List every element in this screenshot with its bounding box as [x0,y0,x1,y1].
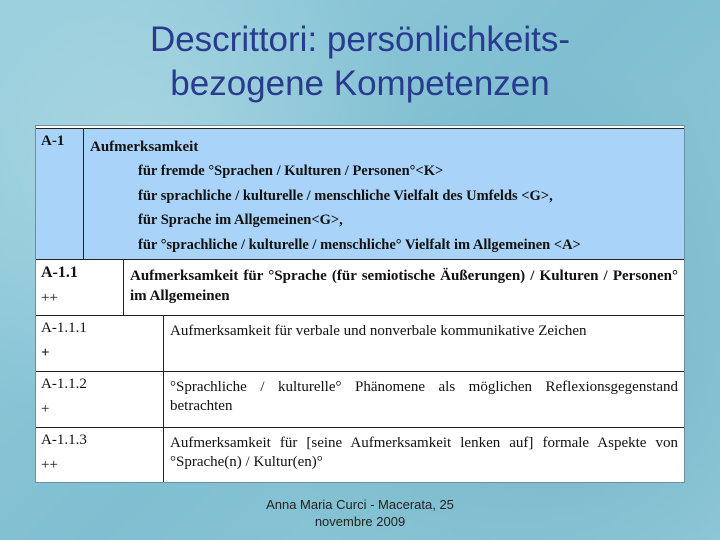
code-cell-a11 [36,260,124,315]
rating-a11: ++ [41,290,58,306]
rating-a112: + [41,401,50,417]
table-row-a113 [36,428,684,482]
code-cell-a112 [36,372,164,427]
slide-title [0,18,720,106]
a1-line-4: für °sprachliche / kulturelle / menschliche° Vielfalt im Allgemeinen <A> [138,236,581,253]
code-cell-a1 [36,129,84,259]
table-row-a1 [36,128,684,260]
code-a112: A-1.1.2 [41,376,87,392]
code-a11: A-1.1 [41,264,78,281]
slide-title-line-2: bezogene Kompetenzen [170,64,550,103]
code-a111: A-1.1.1 [41,320,87,336]
rating-a111: + [41,345,50,361]
a1-line-3: für Sprache im Allgemeinen<G>, [138,212,343,228]
footer-line-2: novembre 2009 [314,514,406,529]
desc-a113: Aufmerksamkeit für [seine Aufmerksamkeit lenken auf] formale Aspekte von °Sprache(n) / Kultur(en)° [170,435,678,470]
footer-line-1: Anna Maria Curci - Macerata, 25 [266,497,454,512]
table-row-a112 [36,372,684,428]
a1-line-2: für sprachliche / kulturelle / menschliche Vielfalt des Umfelds <G>, [138,187,553,204]
code-cell-a111 [36,316,164,371]
rating-a113: ++ [41,457,58,473]
code-a1: A-1 [41,133,65,149]
descriptor-table [36,126,684,482]
desc-a111: Aufmerksamkeit für verbale und nonverbale kommunikative Zeichen [170,323,587,339]
code-cell-a113 [36,428,164,482]
desc-cell-a1 [84,129,684,259]
desc-a11: Aufmerksamkeit für °Sprache (für semiotische Äußerungen) / Kulturen / Personen° im Allgemeinen [130,268,678,304]
code-a113: A-1.1.3 [41,432,87,448]
slide-title-line-1: Descrittori: persönlichkeits- [149,20,571,59]
table-row-a111 [36,316,684,372]
a1-title: Aufmerksamkeit [90,139,199,155]
slide-footer [240,496,480,530]
table-row-a11 [36,260,684,316]
a1-line-1: für fremde °Sprachen / Kulturen / Personen°<K> [138,163,444,179]
desc-a112: °Sprachliche / kulturelle° Phänomene als möglichen Reflexionsgegenstand betrachten [170,379,678,414]
